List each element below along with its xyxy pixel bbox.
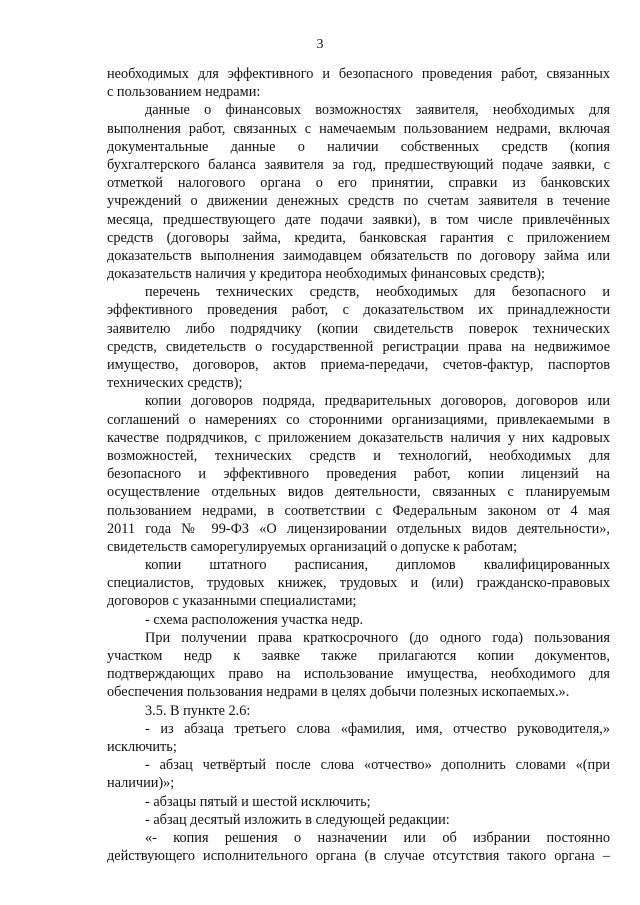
text-line: выполнения работ, связанных с намечаемым пользованием недрами, включая	[107, 120, 610, 137]
document-body	[107, 65, 610, 865]
text-line: обеспечения пользования недрами в целях добычи полезных ископаемых.».	[107, 684, 570, 701]
text-line: месяца, предшествующего дате подачи заявки), в том числе привлечённых	[107, 211, 610, 228]
text-line: имущество, договоров, актов приема-передачи, счетов-фактур, паспортов	[107, 357, 610, 373]
text-line: с пользованием недрами:	[107, 84, 261, 101]
text-line: специалистов, трудовых книжек, трудовых и (или) гражданско-правовых	[107, 575, 610, 592]
text-line: возможностей, технических средств и технологий, необходимых для	[107, 447, 610, 464]
text-line: доказательств наличия у кредитора необходимых финансовых средств);	[107, 266, 546, 283]
text-line: отметкой налогового органа о его принятии, справки из банковских	[107, 175, 610, 192]
text-line: - абзац четвёртый после слова «отчество» дополнить словами «(при	[145, 757, 610, 774]
text-line: учреждений о движении денежных средств по счетам заявителя в течение	[107, 193, 610, 210]
text-line: технических средств);	[107, 375, 243, 392]
text-line: - схема расположения участка недр.	[145, 611, 364, 628]
text-line: копии договоров подряда, предварительных договоров, договоров или	[145, 393, 610, 410]
text-line: действующего исполнительного органа (в случае отсутствия такого органа –	[107, 848, 610, 865]
text-line: - абзацы пятый и шестой исключить;	[145, 793, 371, 810]
text-line: осуществление отдельных видов деятельности, связанных с планируемым	[107, 484, 610, 501]
text-line: При получении права краткосрочного (до одного года) пользования	[145, 629, 610, 646]
page-number: 3	[316, 37, 324, 52]
text-line: участком недр к заявке также прилагаются копии документов,	[107, 648, 610, 664]
text-line: копии штатного расписания, дипломов квалифицированных	[145, 557, 610, 574]
text-line: свидетельств саморегулируемых организаций о допуске к работам;	[107, 538, 518, 555]
text-line: доказательств выполнения заимодавцем обязательств по договору займа или	[107, 247, 610, 264]
text-line: договоров с указанными специалистами;	[107, 593, 357, 610]
text-line: заявителю либо подрядчику (копии свидетельств поверок технических	[107, 320, 610, 337]
text-line: «- копия решения о назначении или об избрании постоянно	[145, 829, 610, 846]
text-line: средств, свидетельств о государственной регистрации права на недвижимое	[107, 338, 610, 355]
text-line: средств (договоры займа, кредита, банковская гарантия с приложением	[107, 229, 610, 246]
text-line: документальные данные о наличии собственных средств (копия	[107, 138, 610, 155]
text-line: перечень технических средств, необходимых для безопасного и	[145, 284, 610, 301]
text-line: исключить;	[107, 738, 177, 755]
text-line: эффективного проведения работ, с доказательством их принадлежности	[107, 302, 610, 319]
text-line: пользованием недрами, в соответствии с Федеральным законом от 4 мая	[107, 502, 610, 519]
text-line: подтверждающих право на использование имущества, необходимого для	[107, 666, 610, 683]
text-line: 3.5. В пункте 2.6:	[145, 702, 251, 719]
text-line: - из абзаца третьего слова «фамилия, имя, отчество руководителя,»	[145, 720, 610, 737]
text-line: необходимых для эффективного и безопасного проведения работ, связанных	[107, 66, 610, 82]
text-line: данные о финансовых возможностях заявителя, необходимых для	[145, 102, 610, 119]
text-line: - абзац десятый изложить в следующей редакции:	[145, 811, 450, 828]
text-line: безопасного и эффективного проведения работ, копии лицензий на	[107, 466, 610, 483]
text-line: 2011 года № 99-ФЗ «О лицензировании отдельных видов деятельности»,	[107, 520, 610, 537]
text-line: качестве подрядчиков, с приложением доказательств наличия у них кадровых	[107, 429, 610, 446]
text-line: бухгалтерского баланса заявителя за год, предшествующий подаче заявки, с	[107, 156, 610, 173]
text-line: соглашений о намерениях со сторонними организациями, привлекаемыми в	[107, 411, 610, 428]
text-line: наличии)»;	[107, 775, 175, 792]
